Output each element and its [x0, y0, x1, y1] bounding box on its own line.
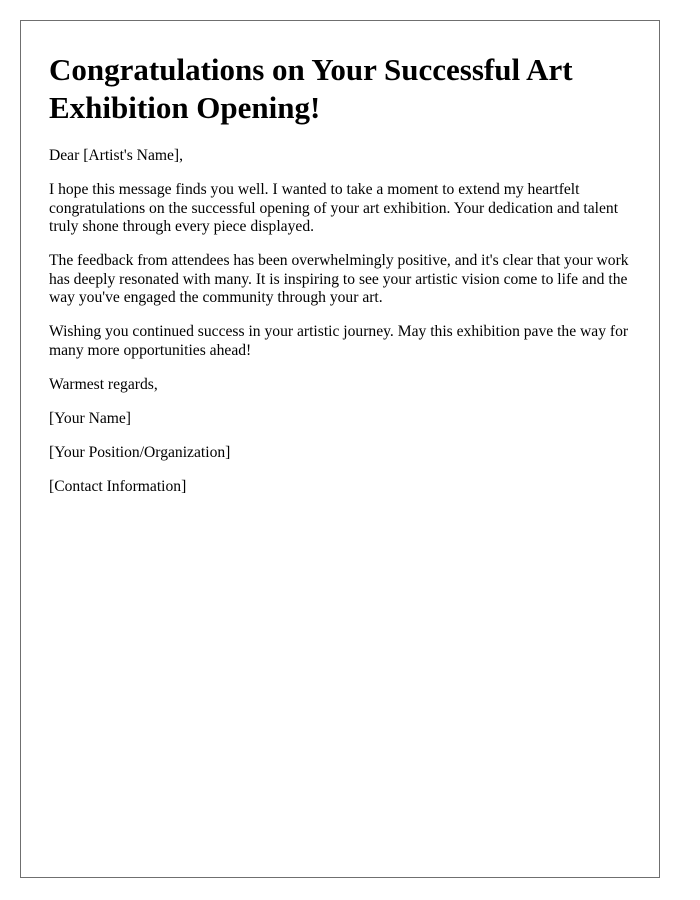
- body-paragraph-2: The feedback from attendees has been overwhelmingly positive, and it's clear that your work has deeply resonated with many. It is inspiring to see your artistic vision come to life and the way you've engaged the community through your art.: [49, 252, 629, 306]
- signature-name: [Your Name]: [49, 409, 132, 427]
- signature-contact: [Contact Information]: [49, 477, 187, 495]
- body-paragraph-1: I hope this message finds you well. I wanted to take a moment to extend my heartfelt congratulations on the successful opening of your art exhibition. Your dedication and talent truly shone through every piece displayed.: [49, 181, 619, 235]
- signature-position: [Your Position/Organization]: [49, 443, 231, 461]
- letter-content: [49, 51, 639, 512]
- letter-title: Congratulations on Your Successful Art Exhibition Opening!: [49, 52, 573, 125]
- body-paragraph-3: Wishing you continued success in your artistic journey. May this exhibition pave the way for many more opportunities ahead!: [49, 323, 629, 359]
- salutation: Dear [Artist's Name],: [49, 147, 184, 164]
- letter-page: [20, 20, 660, 878]
- closing: Warmest regards,: [49, 375, 158, 393]
